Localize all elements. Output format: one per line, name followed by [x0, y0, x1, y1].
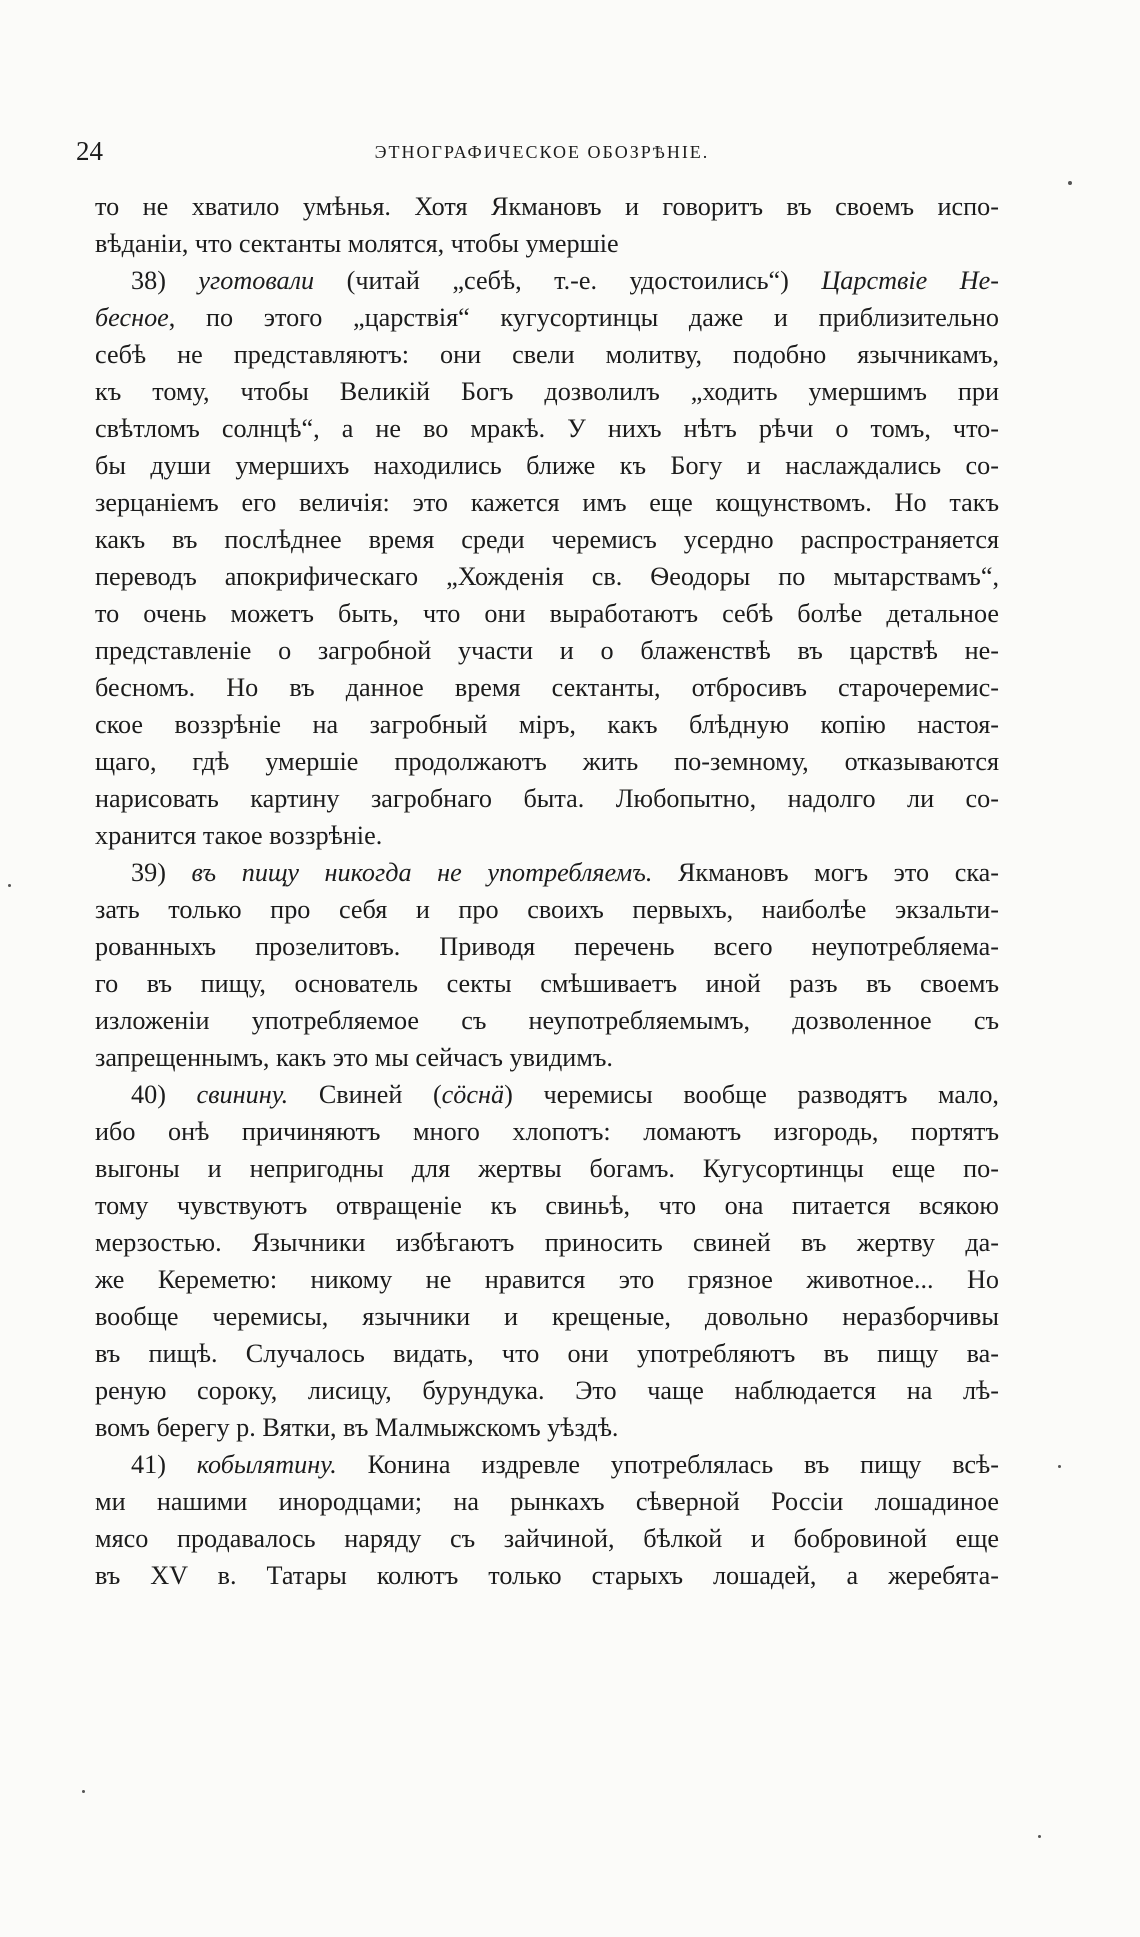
note-number: 40) — [131, 1080, 197, 1109]
text-run: Свиней ( — [288, 1080, 442, 1109]
scan-speck — [82, 1790, 85, 1793]
text-run: (читай „себѣ, т.-е. удостоились“) — [314, 266, 822, 295]
text-run: , по этого „царствія“ кугусортинцы даже и приблизительно — [168, 303, 999, 332]
page-number: 24 — [76, 136, 103, 166]
text-line: свѣтломъ солнцѣ“, а не во мракѣ. У нихъ нѣтъ рѣчи о томъ, что- — [95, 414, 999, 443]
italic-phrase: сӧснä — [441, 1080, 505, 1109]
text-line — [95, 262, 999, 299]
text-line: то не хватило умѣнья. Хотя Якмановъ и говоритъ въ своемъ испо- — [95, 192, 999, 221]
text-line: бесномъ. Но въ данное время сектанты, отбросивъ старочеремис- — [95, 673, 999, 702]
text-line: какъ въ послѣднее время среди черемисъ усердно распространяется — [95, 525, 999, 554]
note-number: 38) — [131, 266, 199, 295]
note-term: кобылятину. — [196, 1450, 337, 1479]
text-line: реную сороку, лисицу, бурундука. Это чаще наблюдается на лѣ- — [95, 1376, 999, 1405]
text-line: же Кереметю: никому не нравится это грязное животное... Но — [95, 1265, 999, 1294]
note-number: 39) — [131, 858, 192, 887]
paragraph-intro — [95, 188, 999, 262]
text-run: ) черемисы вообще разводятъ мало, — [504, 1080, 999, 1109]
text-line: вѣданіи, что сектанты молятся, чтобы умершіе — [95, 229, 619, 258]
text-line — [95, 299, 999, 336]
text-line: хранится такое воззрѣніе. — [95, 821, 383, 850]
text-line — [95, 854, 999, 891]
page-header — [72, 133, 1012, 169]
text-line — [95, 1076, 999, 1113]
paragraph-39 — [95, 854, 999, 1076]
text-line: вомъ берегу р. Вятки, въ Малмыжскомъ уѣздѣ. — [95, 1413, 619, 1442]
text-line: изложеніи употребляемое съ неупотребляемымъ, дозволенное съ — [95, 1006, 999, 1035]
scan-speck — [1068, 181, 1072, 185]
scan-speck — [8, 884, 11, 887]
scan-speck — [1058, 1465, 1061, 1468]
text-line: ми нашими инородцами; на рынкахъ сѣверной Россіи лошадиное — [95, 1487, 999, 1516]
text-line: представленіе о загробной участи и о блаженствѣ въ царствѣ не- — [95, 636, 999, 665]
text-line: выгоны и непригодны для жертвы богамъ. Кугусортинцы еще по- — [95, 1154, 999, 1183]
text-line: въ XV в. Татары колютъ только старыхъ лошадей, а жеребята- — [95, 1561, 999, 1590]
scan-speck — [1038, 1835, 1041, 1838]
note-number: 41) — [131, 1450, 197, 1479]
note-term: свинину. — [196, 1080, 289, 1109]
text-line: зать только про себя и про своихъ первыхъ, наиболѣе экзальти- — [95, 895, 999, 924]
text-line: себѣ не представляютъ: они свели молитву, подобно язычникамъ, — [95, 340, 999, 369]
text-run: Якмановъ могъ это ска- — [652, 858, 999, 887]
text-line: запрещеннымъ, какъ это мы сейчасъ увидимъ. — [95, 1043, 613, 1072]
text-run: Конина издревле употреблялась въ пищу всѣ- — [336, 1450, 999, 1479]
text-line: къ тому, чтобы Великій Богъ дозволилъ „ходить умершимъ при — [95, 377, 999, 406]
text-line: бы души умершихъ находились ближе къ Богу и наслаждались со- — [95, 451, 999, 480]
text-line: мерзостью. Язычники избѣгаютъ приносить свиней въ жертву да- — [95, 1228, 999, 1257]
text-line: вообще черемисы, язычники и крещеные, довольно неразборчивы — [95, 1302, 999, 1331]
text-line: го въ пищу, основатель секты смѣшиваетъ иной разъ въ своемъ — [95, 969, 999, 998]
text-line: тому чувствуютъ отвращеніе къ свиньѣ, что она питается всякою — [95, 1191, 999, 1220]
text-line: переводъ апокрифическаго „Хожденія св. Ѳеодоры по мытарствамъ“, — [95, 562, 999, 591]
text-line: зерцаніемъ его величія: это кажется имъ еще кощунствомъ. Но такъ — [95, 488, 999, 517]
text-line: ское воззрѣніе на загробный міръ, какъ блѣдную копію настоя- — [95, 710, 999, 739]
text-line — [95, 1446, 999, 1483]
paragraph-38 — [95, 262, 999, 854]
italic-phrase: Царствіе Не- — [821, 266, 999, 295]
paragraph-40 — [95, 1076, 999, 1446]
note-term: уготовали — [198, 266, 315, 295]
text-line: ибо онѣ причиняютъ много хлопотъ: ломаютъ изгородь, портятъ — [95, 1117, 999, 1146]
italic-phrase: бесное — [95, 303, 169, 332]
text-line: рованныхъ прозелитовъ. Приводя перечень всего неупотребляема- — [95, 932, 999, 961]
paragraph-41 — [95, 1446, 999, 1594]
text-line: мясо продавалось наряду съ зайчиной, бѣлкой и бобровиной еще — [95, 1524, 999, 1553]
text-line: нарисовать картину загробнаго быта. Любопытно, надолго ли со- — [95, 784, 999, 813]
body-text — [95, 188, 999, 1594]
running-title: ЭТНОГРАФИЧЕСКОЕ ОБОЗРѢНІЕ. — [374, 142, 710, 162]
text-line: то очень можетъ быть, что они выработаютъ себѣ болѣе детальное — [95, 599, 999, 628]
text-line: въ пищѣ. Случалось видать, что они употребляютъ въ пищу ва- — [95, 1339, 999, 1368]
text-line: щаго, гдѣ умершіе продолжаютъ жить по-земному, отказываются — [95, 747, 999, 776]
note-term: въ пищу никогда не употребляемъ. — [191, 858, 653, 887]
